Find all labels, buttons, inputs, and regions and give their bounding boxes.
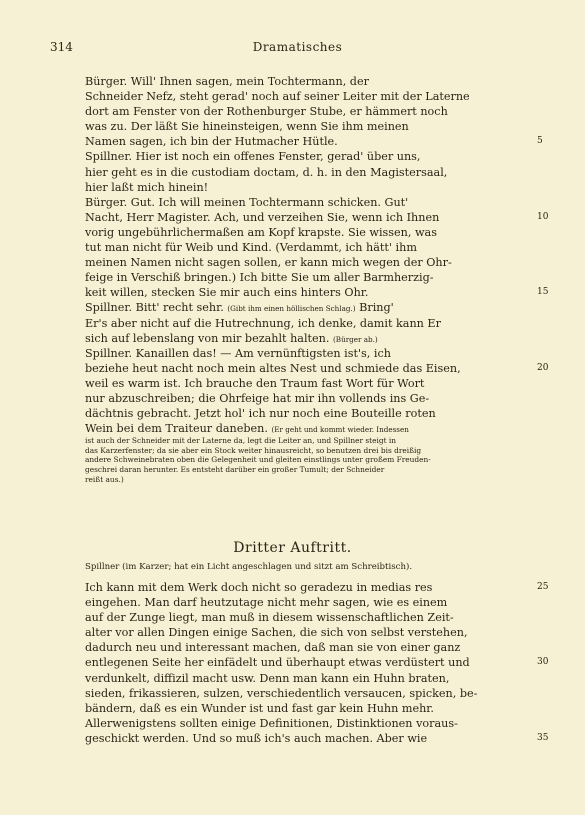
text-line: dächtnis gebracht. Jetzt hol' ich nur noch eine Bouteille roten (85, 407, 436, 421)
line-number: 15 (537, 287, 549, 298)
page-number: 314 (50, 40, 73, 54)
text-line: Er's aber nicht auf die Hutrechnung, ich denke, damit kann Er (85, 316, 441, 330)
text-line: hier geht es in die custodiam doctam, d. h. in den Magistersaal, (85, 165, 448, 179)
text-line: Spillner. Bitt' recht sehr. (Gibt ihm einen höllischen Schlag.) Bring' (85, 301, 394, 315)
stage-direction-line: ist auch der Schneider mit der Laterne da, legt die Leiter an, und Spillner steigt in (85, 436, 397, 446)
text-line: beziehe heut nacht noch mein altes Nest und schmiede das Eisen, 20 (85, 361, 549, 375)
text-line: Namen sagen, ich bin der Hutmacher Hütle. 5 (85, 135, 543, 149)
line-number: 20 (537, 362, 549, 373)
text-line: vorig ungebührlichermaßen am Kopf krapste. Sie wissen, was (85, 225, 437, 239)
text-line: meinen Namen nicht sagen sollen, er kann mich wegen der Ohr- (85, 256, 452, 270)
text-line: eingehen. Man darf heutzutage nicht mehr sagen, wie es einem (85, 596, 448, 610)
text-line: sich auf lebenslang von mir bezahlt halten. (Bürger ab.) (85, 331, 378, 345)
text-line: Spillner. Kanaillen das! — Am vernünftigsten ist's, ich (85, 346, 391, 360)
line-number: 30 (537, 657, 549, 668)
stage-direction-block (85, 436, 515, 484)
stage-direction-line: geschrei daran herunter. Es entsteht darüber ein großer Tumult; der Schneider (85, 465, 385, 475)
line-number: 10 (537, 211, 549, 222)
stage-direction: (Bürger ab.) (333, 334, 378, 344)
line-number: 35 (537, 732, 549, 743)
text-line: feige in Verschiß bringen.) Ich bitte Sie um aller Barmherzig- (85, 271, 434, 285)
line-number: 5 (537, 136, 543, 147)
stage-direction-line: reißt aus.) (85, 474, 124, 484)
text-line: Ich kann mit dem Werk doch nicht so geradezu in medias res 25 (85, 581, 549, 594)
text-line: sieden, frikassieren, sulzen, verschiedentlich versaucen, spicken, be- (85, 686, 478, 700)
text-line: auf der Zunge liegt, man muß in diesem wissenschaftlichen Zeit- (85, 611, 454, 625)
text-line: hier laßt mich hinein! (85, 180, 209, 194)
stage-direction: (Gibt ihm einen höllischen Schlag.) (227, 304, 356, 314)
text-line: bändern, daß es ein Wunder ist und fast gar kein Huhn mehr. (85, 701, 434, 715)
line-number: 25 (537, 582, 549, 592)
text-line: verdunkelt, diffizil macht usw. Denn man kann ein Huhn braten, (85, 671, 450, 685)
text-block-bottom (85, 580, 549, 746)
stage-direction: (Er geht und kommt wieder. Indessen (271, 425, 409, 435)
text-line: was zu. Der läßt Sie hineinsteigen, wenn Sie ihm meinen (85, 120, 409, 134)
text-line: Bürger. Gut. Ich will meinen Tochtermann schicken. Gut' (85, 195, 409, 209)
text-line: dadurch neu und interessant machen, daß man sie von einer ganz (85, 641, 461, 655)
text-line: geschickt werden. Und so muß ich's auch machen. Aber wie 35 (85, 731, 549, 745)
text-line: Nacht, Herr Magister. Ach, und verzeihen Sie, wenn ich Ihnen 10 (85, 210, 549, 224)
text-line: Allerwenigstens sollten einige Definitionen, Distinktionen voraus- (85, 716, 458, 730)
text-line: weil es warm ist. Ich brauche den Traum fast Wort für Wort (85, 376, 425, 390)
text-line: Bürger. Will' Ihnen sagen, mein Tochtermann, der (85, 75, 369, 88)
text-line: entlegenen Seite her einfädelt und überhaupt etwas verdüstert und 30 (85, 656, 549, 670)
text-line: Spillner. Hier ist noch ein offenes Fenster, gerad' über uns, (85, 150, 421, 164)
page-header (50, 40, 545, 58)
text-line: dort am Fenster von der Rothenburger Stube, er hämmert noch (85, 105, 448, 119)
text-line: keit willen, stecken Sie mir auch eins hinters Ohr. 15 (85, 286, 549, 300)
section-title: Dritter Auftritt. (233, 540, 352, 556)
running-title: Dramatisches (252, 40, 343, 54)
text-line: Wein bei dem Traiteur daneben. (Er geht und kommt wieder. Indessen (85, 422, 409, 436)
text-line: alter vor allen Dingen einige Sachen, die sich von selbst verstehen, (85, 626, 468, 640)
scene-direction: Spillner (im Karzer; hat ein Licht angeschlagen und sitzt am Schreibtisch). (85, 562, 413, 572)
text-line: Schneider Nefz, steht gerad' noch auf seiner Leiter mit der Laterne (85, 90, 470, 104)
stage-direction-line: das Karzerfenster; da sie aber ein Stock weiter hinausreicht, so benutzen drei bis dreißig (85, 445, 422, 455)
text-block-top (85, 74, 549, 484)
stage-direction-line: andere Schweinebraten oben die Gelegenheit und gleiten einstlings unter großem Freuden- (85, 455, 431, 465)
text-line: nur abzuschreiben; die Ohrfeige hat mir ihn vollends ins Ge- (85, 391, 430, 405)
text-line: tut man nicht für Weib und Kind. (Verdammt, ich hätt' ihm (85, 241, 417, 255)
